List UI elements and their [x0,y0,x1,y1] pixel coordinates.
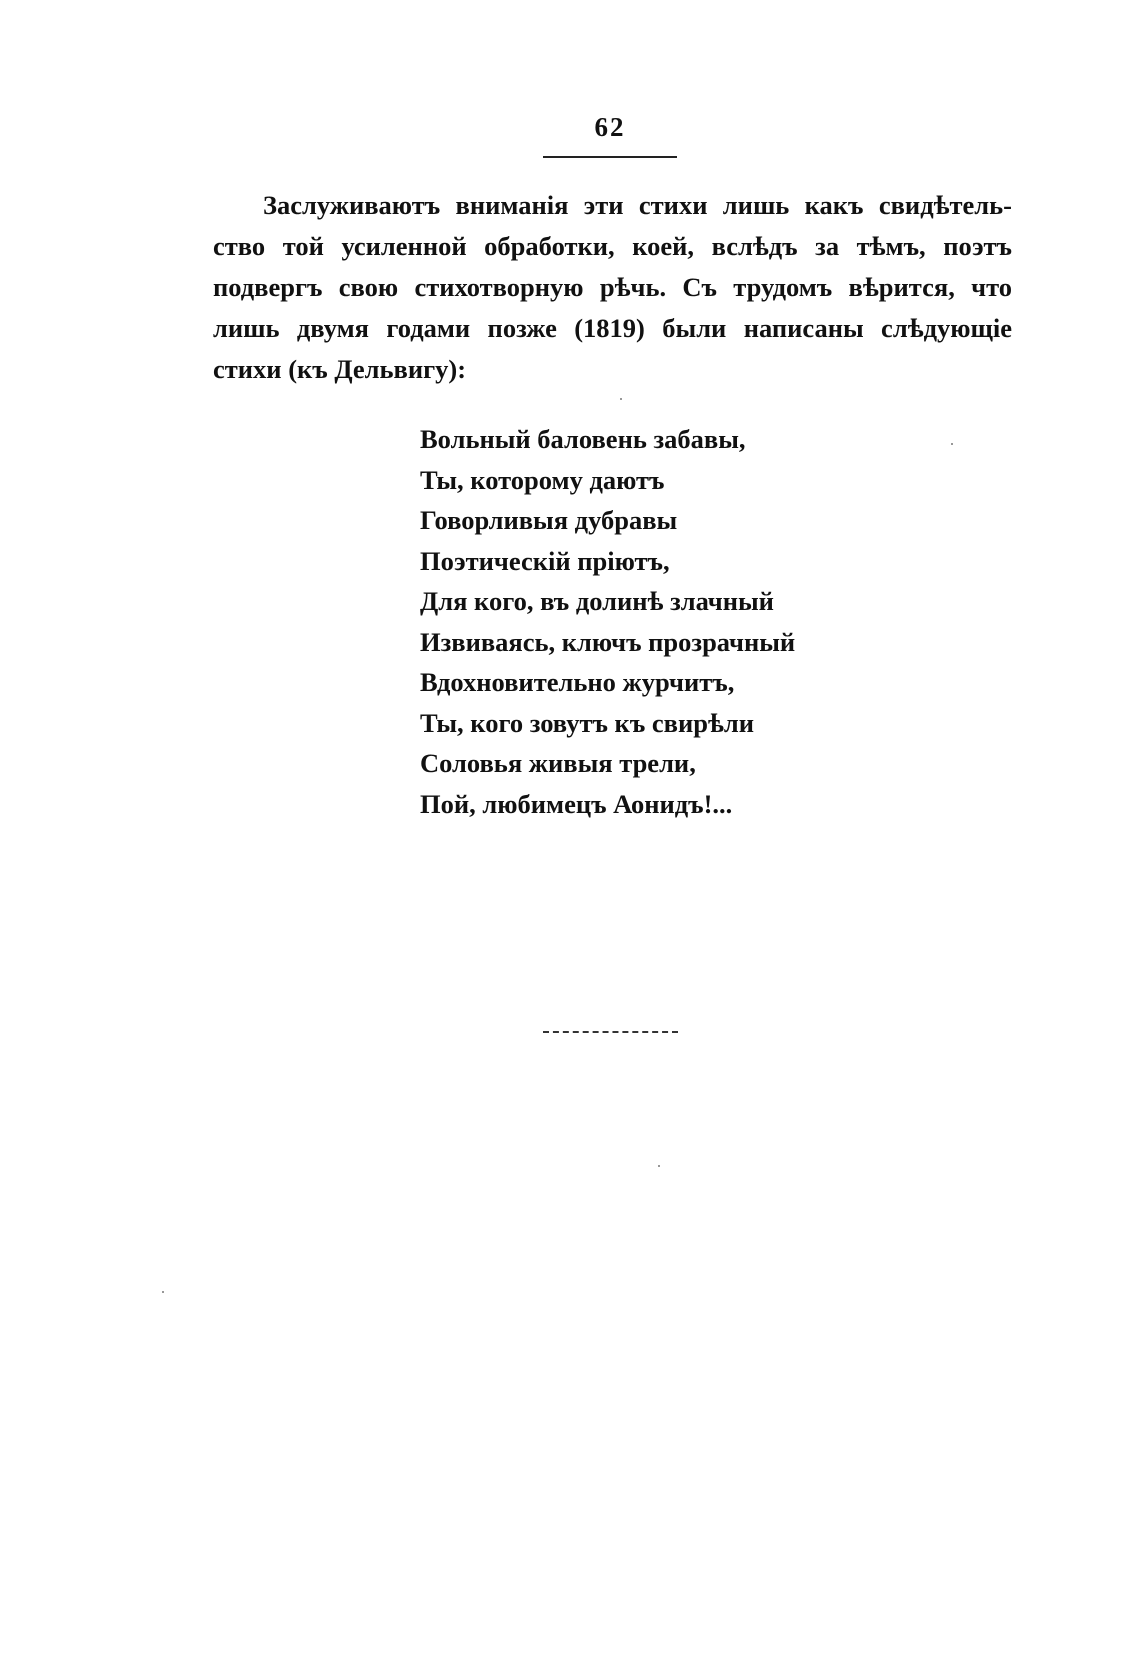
scan-speck [620,398,622,400]
scan-speck [162,1291,164,1293]
poem-line: Вдохновительно журчитъ, [420,667,735,697]
poem-line: Говорливыя дубравы [420,505,678,535]
poem-line: Извиваясь, ключъ прозрачный [420,627,796,657]
prose-line: лишь двумя годами позже (1819) были написаны слѣдующiе [213,313,1012,343]
poem-line: Для кого, въ долинѣ злачный [420,586,774,616]
end-rule [543,1031,678,1033]
prose-line: Заслуживаютъ вниманiя эти стихи лишь какъ свидѣтель- [263,190,1012,220]
prose-line: ство той усиленной обработки, коей, вслѣдъ за тѣмъ, поэтъ [213,231,1012,261]
scan-speck [951,443,953,445]
prose-line: стихи (къ Дельвигу): [213,354,467,384]
prose-line: подвергъ свою стихотворную рѣчь. Съ трудомъ вѣрится, что [213,272,1012,302]
poem-line: Ты, которому даютъ [420,465,665,495]
poem-line: Ты, кого зовутъ къ свирѣли [420,708,755,738]
page-number: 62 [594,112,626,142]
poem-line: Пой, любимецъ Аонидъ!... [420,789,733,819]
poem-line: Соловья живыя трели, [420,748,696,778]
poem-line: Вольный баловень забавы, [420,424,746,454]
poem-line: Поэтическiй прiютъ, [420,546,670,576]
scan-speck [658,1165,660,1167]
